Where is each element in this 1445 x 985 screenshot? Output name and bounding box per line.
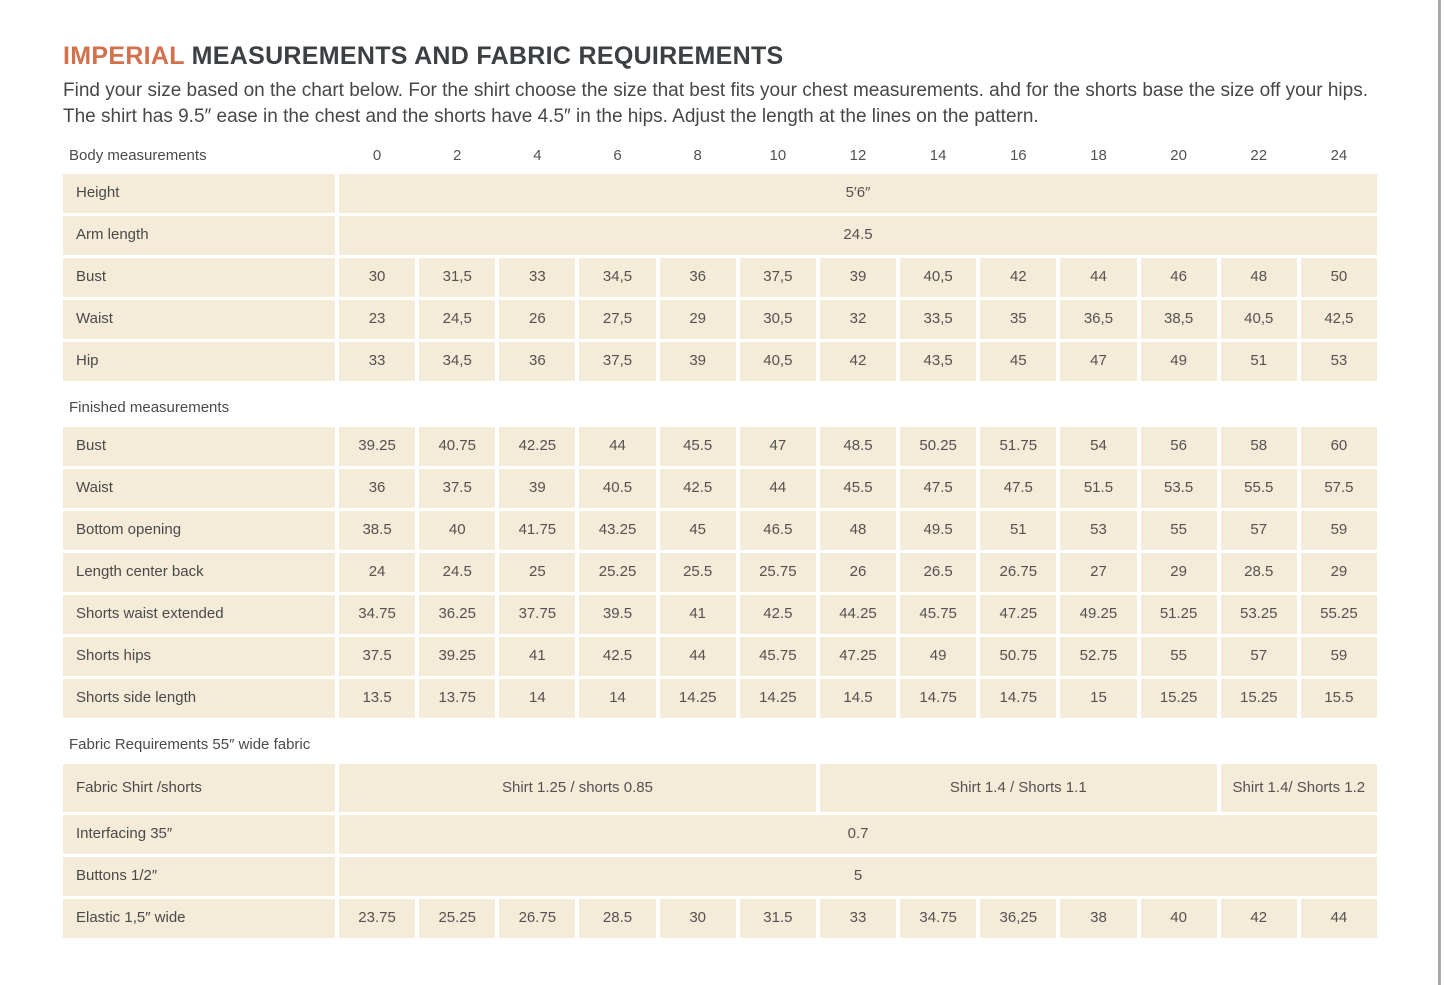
value-cell: 55 <box>1141 637 1217 676</box>
value-cell: 44 <box>579 427 655 466</box>
value-cell: 47.5 <box>980 469 1056 508</box>
value-cell: 46.5 <box>740 511 816 550</box>
value-cell: 44 <box>660 637 736 676</box>
value-cell: 33 <box>820 899 896 938</box>
value-cell: 23 <box>339 300 415 339</box>
page-title <box>63 42 1377 71</box>
value-cell: 53.5 <box>1141 469 1217 508</box>
value-cell: 45 <box>980 342 1056 381</box>
value-cell: 43.25 <box>579 511 655 550</box>
table-row <box>63 511 1377 550</box>
value-cell: 46 <box>1141 258 1217 297</box>
value-cell: 44.25 <box>820 595 896 634</box>
value-cell: 44 <box>1060 258 1136 297</box>
value-cell: 14.75 <box>980 679 1056 718</box>
value-cell: 14.5 <box>820 679 896 718</box>
value-cell: 55 <box>1141 511 1217 550</box>
value-cell: 41 <box>499 637 575 676</box>
value-cell: 59 <box>1301 511 1377 550</box>
value-cell-span: Shirt 1.4/ Shorts 1.2 <box>1221 764 1377 812</box>
value-cell: 47 <box>740 427 816 466</box>
value-cell: 51 <box>1221 342 1297 381</box>
row-label: Shorts waist extended <box>63 595 335 634</box>
value-cell: 15 <box>1060 679 1136 718</box>
intro-paragraph: Find your size based on the chart below. For the shirt choose the size that best fits your chest measurements. ahd for the shorts base the size off your hips. The shirt has 9.5″ ease in the chest and the shorts have 4.5″ in the hips. Adjust the length at the lines on the pattern. <box>63 80 1368 127</box>
value-cell: 44 <box>1301 899 1377 938</box>
value-cell: 57 <box>1221 637 1297 676</box>
value-cell: 49.25 <box>1060 595 1136 634</box>
value-cell: 34,5 <box>419 342 495 381</box>
value-cell: 47.25 <box>820 637 896 676</box>
row-label: Fabric Shirt /shorts <box>63 764 335 812</box>
table-row <box>63 300 1377 339</box>
value-cell: 42 <box>980 258 1056 297</box>
value-cell: 49 <box>900 637 976 676</box>
value-cell: 39.25 <box>419 637 495 676</box>
value-cell: 57 <box>1221 511 1297 550</box>
value-cell-span: Shirt 1.4 / Shorts 1.1 <box>820 764 1217 812</box>
table-header-row <box>63 142 1377 168</box>
measurement-table <box>63 142 1377 938</box>
value-cell: 29 <box>1141 553 1217 592</box>
value-cell: 14.25 <box>740 679 816 718</box>
value-cell: 47 <box>1060 342 1136 381</box>
value-cell: 42.25 <box>499 427 575 466</box>
table-row <box>63 595 1377 634</box>
table-row <box>63 815 1377 854</box>
value-cell: 51.5 <box>1060 469 1136 508</box>
value-cell: 51 <box>980 511 1056 550</box>
row-label: Waist <box>63 300 335 339</box>
value-cell: 13.75 <box>419 679 495 718</box>
table-row <box>63 679 1377 718</box>
value-cell: 48 <box>1221 258 1297 297</box>
value-cell: 33 <box>339 342 415 381</box>
row-label: Shorts side length <box>63 679 335 718</box>
value-cell-span: 0.7 <box>339 815 1377 854</box>
value-cell: 39 <box>820 258 896 297</box>
size-column-header: 22 <box>1250 146 1268 164</box>
value-cell: 39 <box>499 469 575 508</box>
value-cell: 42,5 <box>1301 300 1377 339</box>
value-cell: 14 <box>499 679 575 718</box>
value-cell: 28.5 <box>579 899 655 938</box>
value-cell-span: Shirt 1.25 / shorts 0.85 <box>339 764 816 812</box>
value-cell: 40.75 <box>419 427 495 466</box>
value-cell: 30,5 <box>740 300 816 339</box>
size-column-header: 20 <box>1170 146 1187 164</box>
value-cell: 26.75 <box>499 899 575 938</box>
value-cell: 45.75 <box>900 595 976 634</box>
size-column-header: 0 <box>372 146 382 164</box>
table-header-label: Body measurements <box>69 146 207 164</box>
value-cell: 29 <box>660 300 736 339</box>
row-label: Waist <box>63 469 335 508</box>
size-column-header: 24 <box>1330 146 1348 164</box>
value-cell-span: 24.5 <box>339 216 1377 255</box>
value-cell: 42 <box>1221 899 1297 938</box>
value-cell: 55.25 <box>1301 595 1377 634</box>
value-cell: 39 <box>660 342 736 381</box>
value-cell: 53 <box>1060 511 1136 550</box>
value-cell: 40,5 <box>900 258 976 297</box>
value-cell: 60 <box>1301 427 1377 466</box>
value-cell: 14.25 <box>660 679 736 718</box>
value-cell: 34,5 <box>579 258 655 297</box>
value-cell: 42.5 <box>740 595 816 634</box>
section-label: Finished measurements <box>69 399 230 416</box>
value-cell: 37,5 <box>579 342 655 381</box>
value-cell: 54 <box>1060 427 1136 466</box>
table-body <box>63 174 1377 938</box>
row-label: Height <box>63 174 335 213</box>
row-label: Interfacing 35″ <box>63 815 335 854</box>
value-cell: 40,5 <box>1221 300 1297 339</box>
table-row <box>63 637 1377 676</box>
value-cell: 37,5 <box>740 258 816 297</box>
page-title-rest: MEASUREMENTS AND FABRIC REQUIREMENTS <box>184 42 784 70</box>
value-cell: 37.5 <box>419 469 495 508</box>
value-cell: 43,5 <box>900 342 976 381</box>
row-label: Bust <box>63 258 335 297</box>
value-cell: 15.25 <box>1221 679 1297 718</box>
value-cell: 15.25 <box>1141 679 1217 718</box>
value-cell: 36,25 <box>980 899 1056 938</box>
value-cell: 48 <box>820 511 896 550</box>
value-cell: 15.5 <box>1301 679 1377 718</box>
value-cell: 39.5 <box>579 595 655 634</box>
page-title-accent: IMPERIAL <box>63 42 185 70</box>
value-cell: 34.75 <box>900 899 976 938</box>
value-cell: 37.5 <box>339 637 415 676</box>
value-cell: 36 <box>499 342 575 381</box>
value-cell: 14 <box>579 679 655 718</box>
value-cell: 41.75 <box>499 511 575 550</box>
value-cell: 24 <box>339 553 415 592</box>
table-row <box>63 469 1377 508</box>
value-cell: 59 <box>1301 637 1377 676</box>
value-cell: 26.75 <box>980 553 1056 592</box>
value-cell: 32 <box>820 300 896 339</box>
value-cell: 47.25 <box>980 595 1056 634</box>
value-cell: 40.5 <box>579 469 655 508</box>
value-cell: 45 <box>660 511 736 550</box>
value-cell: 45.75 <box>740 637 816 676</box>
value-cell: 52.75 <box>1060 637 1136 676</box>
value-cell: 41 <box>660 595 736 634</box>
value-cell: 56 <box>1141 427 1217 466</box>
table-row <box>63 553 1377 592</box>
table-row <box>63 258 1377 297</box>
value-cell: 53 <box>1301 342 1377 381</box>
table-row <box>63 216 1377 255</box>
section-label: Fabric Requirements 55″ wide fabric <box>69 736 311 753</box>
value-cell: 39.25 <box>339 427 415 466</box>
value-cell: 36,5 <box>1060 300 1136 339</box>
table-row <box>63 427 1377 466</box>
value-cell: 55.5 <box>1221 469 1297 508</box>
value-cell: 45.5 <box>820 469 896 508</box>
value-cell: 48.5 <box>820 427 896 466</box>
row-label: Length center back <box>63 553 335 592</box>
value-cell: 57.5 <box>1301 469 1377 508</box>
value-cell: 36.25 <box>419 595 495 634</box>
value-cell: 25.5 <box>660 553 736 592</box>
size-column-header: 4 <box>533 146 542 164</box>
size-column-header: 8 <box>693 146 702 164</box>
value-cell-span: 5′6″ <box>339 174 1377 213</box>
table-row <box>63 857 1377 896</box>
value-cell: 38,5 <box>1141 300 1217 339</box>
value-cell: 28.5 <box>1221 553 1297 592</box>
value-cell: 44 <box>740 469 816 508</box>
value-cell: 49 <box>1141 342 1217 381</box>
value-cell: 45.5 <box>660 427 736 466</box>
value-cell: 53.25 <box>1221 595 1297 634</box>
size-column-header: 10 <box>769 146 787 164</box>
value-cell: 51.25 <box>1141 595 1217 634</box>
table-row <box>63 899 1377 938</box>
value-cell: 36 <box>339 469 415 508</box>
row-label: Bust <box>63 427 335 466</box>
value-cell: 27,5 <box>579 300 655 339</box>
document-page <box>63 42 1377 941</box>
value-cell: 36 <box>660 258 736 297</box>
size-column-header: 14 <box>929 146 947 164</box>
value-cell: 49.5 <box>900 511 976 550</box>
value-cell: 25.75 <box>740 553 816 592</box>
size-column-header: 18 <box>1090 146 1107 164</box>
value-cell: 42.5 <box>660 469 736 508</box>
value-cell: 33 <box>499 258 575 297</box>
value-cell: 40,5 <box>740 342 816 381</box>
value-cell: 34.75 <box>339 595 415 634</box>
row-label: Bottom opening <box>63 511 335 550</box>
value-cell: 38 <box>1060 899 1136 938</box>
row-label: Buttons 1/2″ <box>63 857 335 896</box>
value-cell: 14.75 <box>900 679 976 718</box>
row-label: Shorts hips <box>63 637 335 676</box>
value-cell: 26.5 <box>900 553 976 592</box>
value-cell: 27 <box>1060 553 1136 592</box>
value-cell-span: 5 <box>339 857 1377 896</box>
table-row <box>63 174 1377 213</box>
row-label: Elastic 1,5″ wide <box>63 899 335 938</box>
value-cell: 25 <box>499 553 575 592</box>
value-cell: 38.5 <box>339 511 415 550</box>
value-cell: 35 <box>980 300 1056 339</box>
value-cell: 58 <box>1221 427 1297 466</box>
size-column-header: 12 <box>849 146 867 164</box>
value-cell: 47.5 <box>900 469 976 508</box>
value-cell: 25.25 <box>579 553 655 592</box>
value-cell: 37.75 <box>499 595 575 634</box>
value-cell: 24,5 <box>419 300 495 339</box>
value-cell: 31.5 <box>740 899 816 938</box>
value-cell: 26 <box>499 300 575 339</box>
value-cell: 26 <box>820 553 896 592</box>
table-row <box>63 342 1377 381</box>
value-cell: 29 <box>1301 553 1377 592</box>
size-column-header: 16 <box>1009 146 1027 164</box>
size-column-header: 6 <box>613 146 622 164</box>
value-cell: 51.75 <box>980 427 1056 466</box>
value-cell: 31,5 <box>419 258 495 297</box>
value-cell: 42 <box>820 342 896 381</box>
value-cell: 30 <box>339 258 415 297</box>
value-cell: 40 <box>1141 899 1217 938</box>
value-cell: 25.25 <box>419 899 495 938</box>
value-cell: 13.5 <box>339 679 415 718</box>
value-cell: 23.75 <box>339 899 415 938</box>
value-cell: 30 <box>660 899 736 938</box>
table-row <box>63 764 1377 812</box>
value-cell: 50.25 <box>900 427 976 466</box>
value-cell: 50.75 <box>980 637 1056 676</box>
value-cell: 24.5 <box>419 553 495 592</box>
page-edge-line <box>1438 0 1441 985</box>
value-cell: 40 <box>419 511 495 550</box>
value-cell: 42.5 <box>579 637 655 676</box>
row-label: Hip <box>63 342 335 381</box>
value-cell: 50 <box>1301 258 1377 297</box>
value-cell: 33,5 <box>900 300 976 339</box>
row-label: Arm length <box>63 216 335 255</box>
size-column-header: 2 <box>453 146 462 164</box>
